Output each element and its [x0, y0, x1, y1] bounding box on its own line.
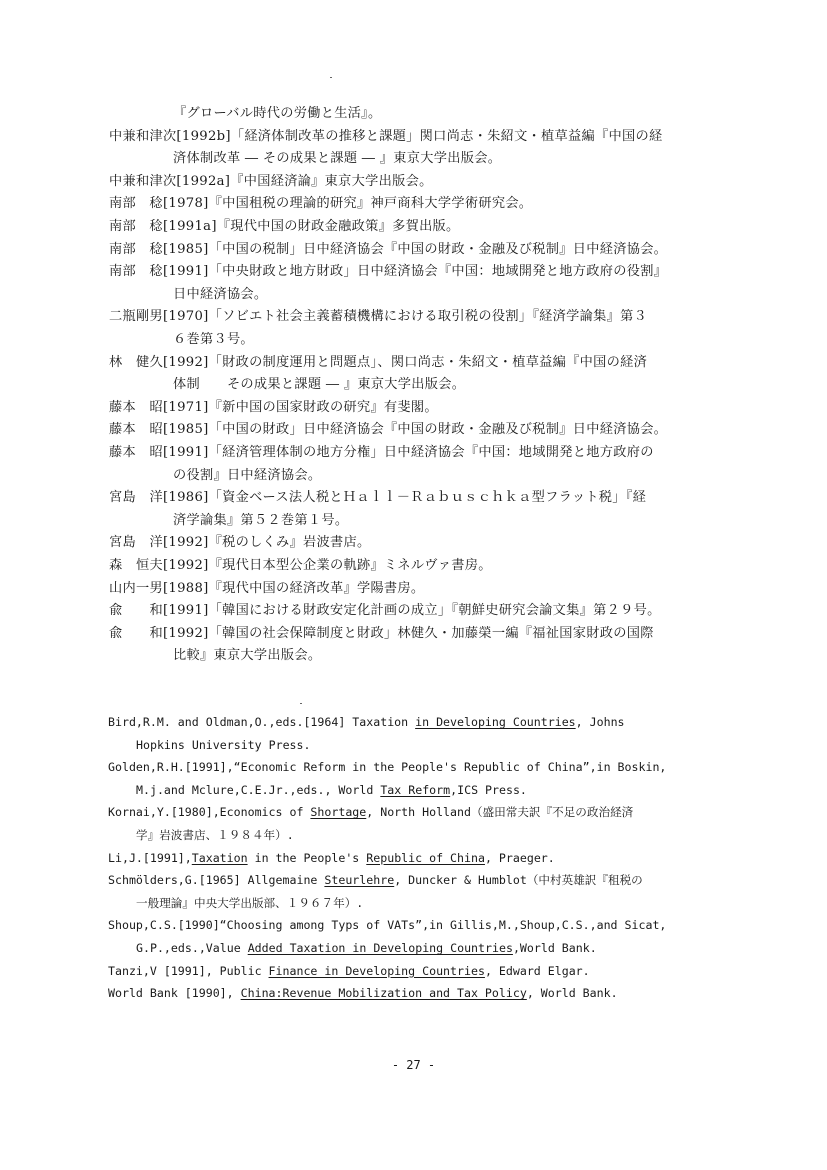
reference-entry [108, 961, 590, 981]
reference-entry: 『グローバル時代の労働と生活』。 [173, 106, 382, 121]
reference-text: , North Holland（盛田常夫訳『不足の政治経済 [366, 805, 634, 820]
reference-text: , Edward Elgar. [484, 963, 590, 978]
reference-entry: 藤本 昭[1971]『新中国の国家財政の研究』有斐閣。 [109, 399, 438, 415]
reference-entry: 林 健久[1992]「財政の制度運用と問題点」、関口尚志・朱紹文・植草益編『中国の経済 [109, 354, 648, 370]
underlined-title: Shortage [310, 805, 367, 820]
underlined-title: China:Revenue Mobilization and Tax Policy [240, 986, 527, 1001]
reference-entry [108, 757, 666, 777]
reference-continuation: 比較』東京大学出版会。 [173, 648, 322, 664]
reference-entry: 藤本 昭[1991]「経済管理体制の地方分権」日中経済協会『中国：地域開発と地方政府の [109, 445, 654, 460]
reference-entry: 南部 稔[1978]『中国租税の理論的研究』神戸商科大学学術研究会。 [109, 196, 533, 212]
reference-text: ,World Bank. [512, 941, 597, 955]
reference-text: , Duncker & Humblot（中村英雄訳『租税の [394, 873, 643, 888]
reference-entry: 藤本 昭[1985]「中国の財政」日中経済協会『中国の財政・金融及び税制』日中経済協会。 [109, 422, 668, 438]
reference-text: Hopkins University Press. [136, 737, 311, 752]
reference-text: Tanzi,V [1991], Public [108, 963, 269, 978]
reference-text: G.P.,eds.,Value [136, 941, 248, 955]
reference-text: in the People's [247, 850, 367, 865]
reference-entry: 南部 稔[1985]「中国の税制」日中経済協会『中国の財政・金融及び税制』日中経済協会。 [109, 241, 668, 257]
reference-entry [108, 848, 555, 868]
reference-entry: 南部 稔[1991]「中央財政と地方財政」日中経済協会『中国：地域開発と地方政府の役割』 [109, 264, 668, 280]
reference-entry [108, 802, 633, 822]
underlined-title: Finance in Developing Countries [268, 963, 485, 978]
underlined-title: Tax Reform [380, 782, 451, 797]
reference-entry: 中兼和津次[1992a]『中国経済論』東京大学出版会。 [109, 173, 433, 189]
reference-text: , Praeger. [484, 850, 555, 865]
reference-text: Schmölders,G.[1965] Allgemaine [108, 873, 325, 888]
page-number: - 27 - [391, 1058, 436, 1072]
reference-continuation: の役割』日中経済協会。 [173, 467, 322, 483]
reference-text: Kornai,Y.[1980],Economics of [108, 805, 311, 820]
reference-text: 学』岩波書店、１９８４年）. [136, 828, 294, 842]
reference-continuation [136, 780, 527, 800]
reference-entry: 山内一男[1988]『現代中国の経済改革』学陽書房。 [109, 580, 425, 596]
underlined-title: Republic of China [366, 850, 485, 865]
reference-text: M.j.and Mclure,C.E.Jr.,eds., World [136, 782, 381, 797]
reference-entry: 南部 稔[1991a]『現代中国の財政金融政策』多賀出版。 [109, 219, 460, 234]
scan-speck [330, 77, 332, 78]
reference-text: Shoup,C.S.[1990]“Choosing among Typs of VATs”,in Gillis,M.,Shoup,C.S.,and Sicat, [108, 918, 667, 933]
reference-entry [108, 983, 618, 1003]
reference-entry: 兪 和[1991]「韓国における財政安定化計画の成立」『朝鮮史研究会論文集』第２９号。 [109, 603, 661, 619]
reference-text: World Bank [1990], [108, 986, 241, 1001]
underlined-title: Taxation [191, 850, 248, 865]
reference-continuation: 体制 その成果と課題 ― 』東京大学出版会。 [173, 377, 466, 393]
reference-text: 一般理論』中央大学出版部、１９６７年）. [136, 895, 364, 910]
reference-continuation [136, 825, 294, 845]
reference-continuation [136, 938, 597, 958]
underlined-title: Added Taxation in Developing Countries [247, 941, 513, 955]
reference-continuation: ６巻第３号。 [173, 332, 254, 347]
scan-speck [300, 703, 302, 704]
reference-continuation: 日中経済協会。 [173, 286, 268, 302]
reference-entry [108, 915, 666, 935]
reference-entry: 宮島 洋[1992]『税のしくみ』岩波書店。 [109, 535, 371, 551]
underlined-title: in Developing Countries [415, 715, 576, 729]
reference-entry [108, 870, 643, 890]
reference-entry: 兪 和[1992]「韓国の社会保障制度と財政」林健久・加藤榮一編『福祉国家財政の国際 [109, 625, 654, 641]
reference-entry: 中兼和津次[1992b]「経済体制改革の推移と課題」関口尚志・朱紹文・植草益編『中国の経 [109, 128, 663, 144]
reference-text: Bird,R.M. and Oldman,O.,eds.[1964] Taxation [108, 715, 416, 729]
reference-continuation [136, 893, 363, 913]
underlined-title: Steurlehre [324, 873, 395, 888]
reference-continuation: 済学論集』第５２巻第１号。 [173, 512, 349, 528]
reference-entry: 宮島 洋[1986]「資金ベース法人税とＨａｌｌ－Ｒａｂｕｓｃｈｋａ型フラット税」『経 [109, 490, 647, 506]
reference-text: Li,J.[1991], [108, 850, 192, 865]
reference-text: ,ICS Press. [450, 782, 527, 797]
reference-entry: 森 恒夫[1992]『現代日本型公企業の軌跡』ミネルヴァ書房。 [109, 558, 492, 573]
reference-text: , Johns [575, 715, 625, 729]
reference-continuation: 済体制改革 ― その成果と課題 ― 』東京大学出版会。 [173, 151, 502, 167]
reference-text: Golden,R.H.[1991],“Economic Reform in the People's Republic of China”,in Boskin, [108, 760, 667, 775]
reference-entry: 二瓶剛男[1970]「ソビエト社会主義蓄積機構における取引税の役割」『経済学論集』第３ [109, 309, 648, 325]
reference-continuation [136, 735, 311, 755]
reference-entry [108, 712, 625, 732]
reference-text: , World Bank. [526, 986, 618, 1001]
